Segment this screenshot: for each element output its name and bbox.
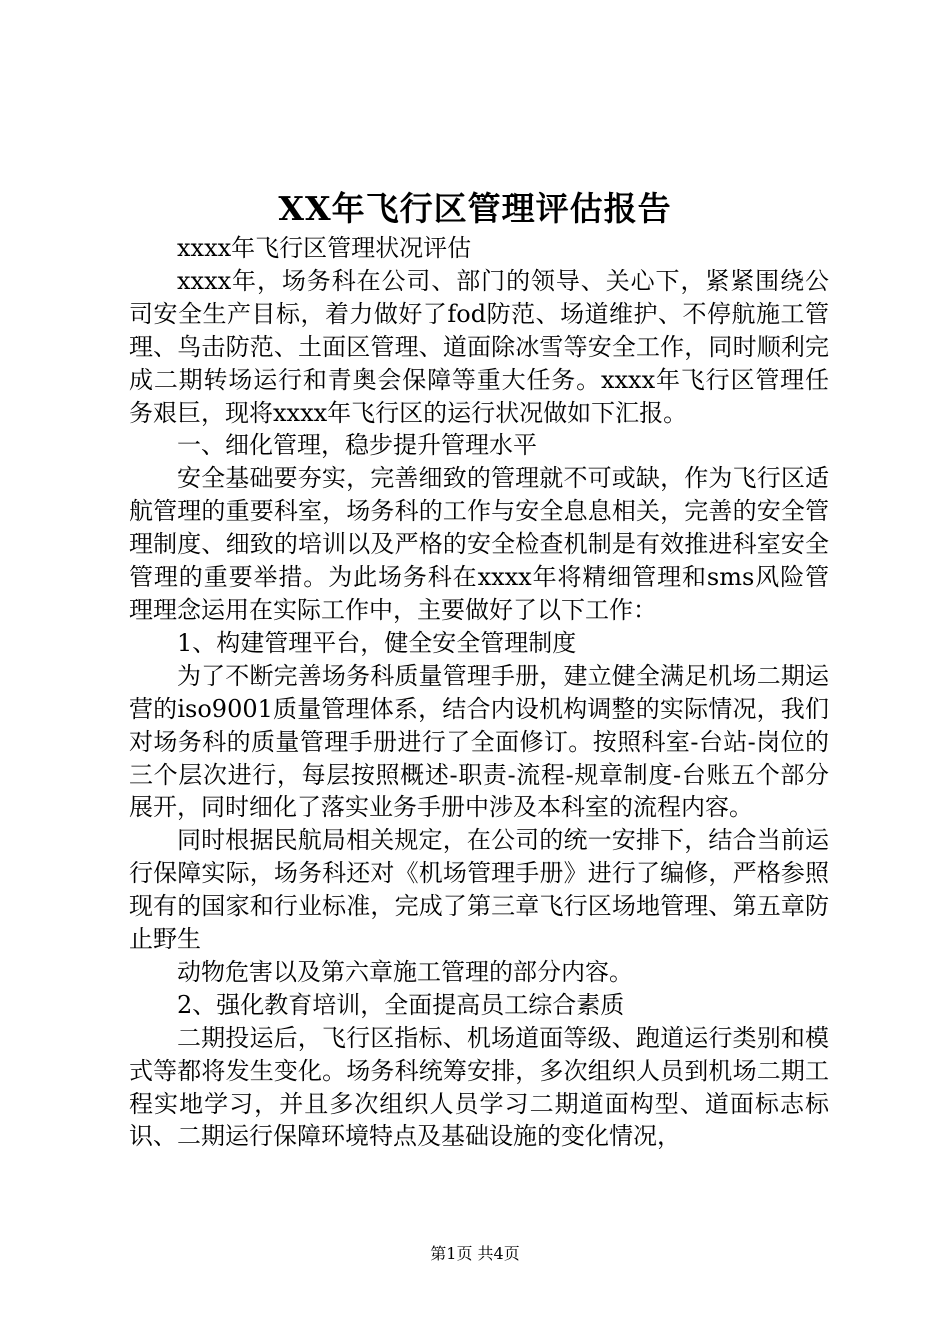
paragraph-subtitle: xxxx年飞行区管理状况评估 bbox=[177, 234, 472, 262]
section-heading-1: 一、细化管理，稳步提升管理水平 bbox=[177, 431, 537, 460]
paragraph: 同时根据民航局相关规定，在公司的统一安排下，结合当前运行保障实际，场务科还对《机场管理手册》进行了编修，严格参照现有的国家和行业标准，完成了第三章飞行区场地管理、第五章防止野生 bbox=[129, 826, 829, 954]
paragraph-intro: xxxx年，场务科在公司、部门的领导、关心下，紧紧围绕公司安全生产目标，着力做好了fod防范、场道维护、不停航施工管理、鸟击防范、土面区管理、道面除冰雪等安全工作，同时顺利完成二期转场运行和青奥会保障等重大任务。xxxx年飞行区管理任务艰巨，现将xxxx年飞行区的运行状况做如下汇报。 bbox=[129, 266, 829, 427]
paragraph: 安全基础要夯实，完善细致的管理就不可或缺，作为飞行区适航管理的重要科室，场务科的工作与安全息息相关，完善的安全管理制度、细致的培训以及严格的安全检查机制是有效推进科室安全管理的重要举措。为此场务科在xxxx年将精细管理和sms风险管理理念运用在实际工作中，主要做好了以下工作： bbox=[129, 464, 829, 624]
subsection-heading-1: 1、构建管理平台，健全安全管理制度 bbox=[177, 628, 577, 657]
paragraph: 动物危害以及第六章施工管理的部分内容。 bbox=[177, 957, 633, 986]
paragraph: 为了不断完善场务科质量管理手册，建立健全满足机场二期运营的iso9001质量管理体系，结合内设机构调整的实际情况，我们对场务科的质量管理手册进行了全面修订。按照科室-台站-岗位的三个层次进行，每层按照概述-职责-流程-规章制度-台账五个部分展开，同时细化了落实业务手册中涉及本科室的流程内容。 bbox=[129, 661, 829, 822]
document-body bbox=[129, 232, 829, 1153]
document-title: XX年飞行区管理评估报告 bbox=[278, 189, 672, 228]
paragraph: 二期投运后，飞行区指标、机场道面等级、跑道运行类别和模式等都将发生变化。场务科统筹安排，多次组织人员到机场二期工程实地学习，并且多次组织人员学习二期道面构型、道面标志标识、二期运行保障环境特点及基础设施的变化情况， bbox=[129, 1023, 829, 1151]
page-footer: 第1页 共4页 bbox=[430, 1244, 520, 1263]
subsection-heading-2: 2、强化教育培训，全面提高员工综合素质 bbox=[177, 990, 625, 1019]
